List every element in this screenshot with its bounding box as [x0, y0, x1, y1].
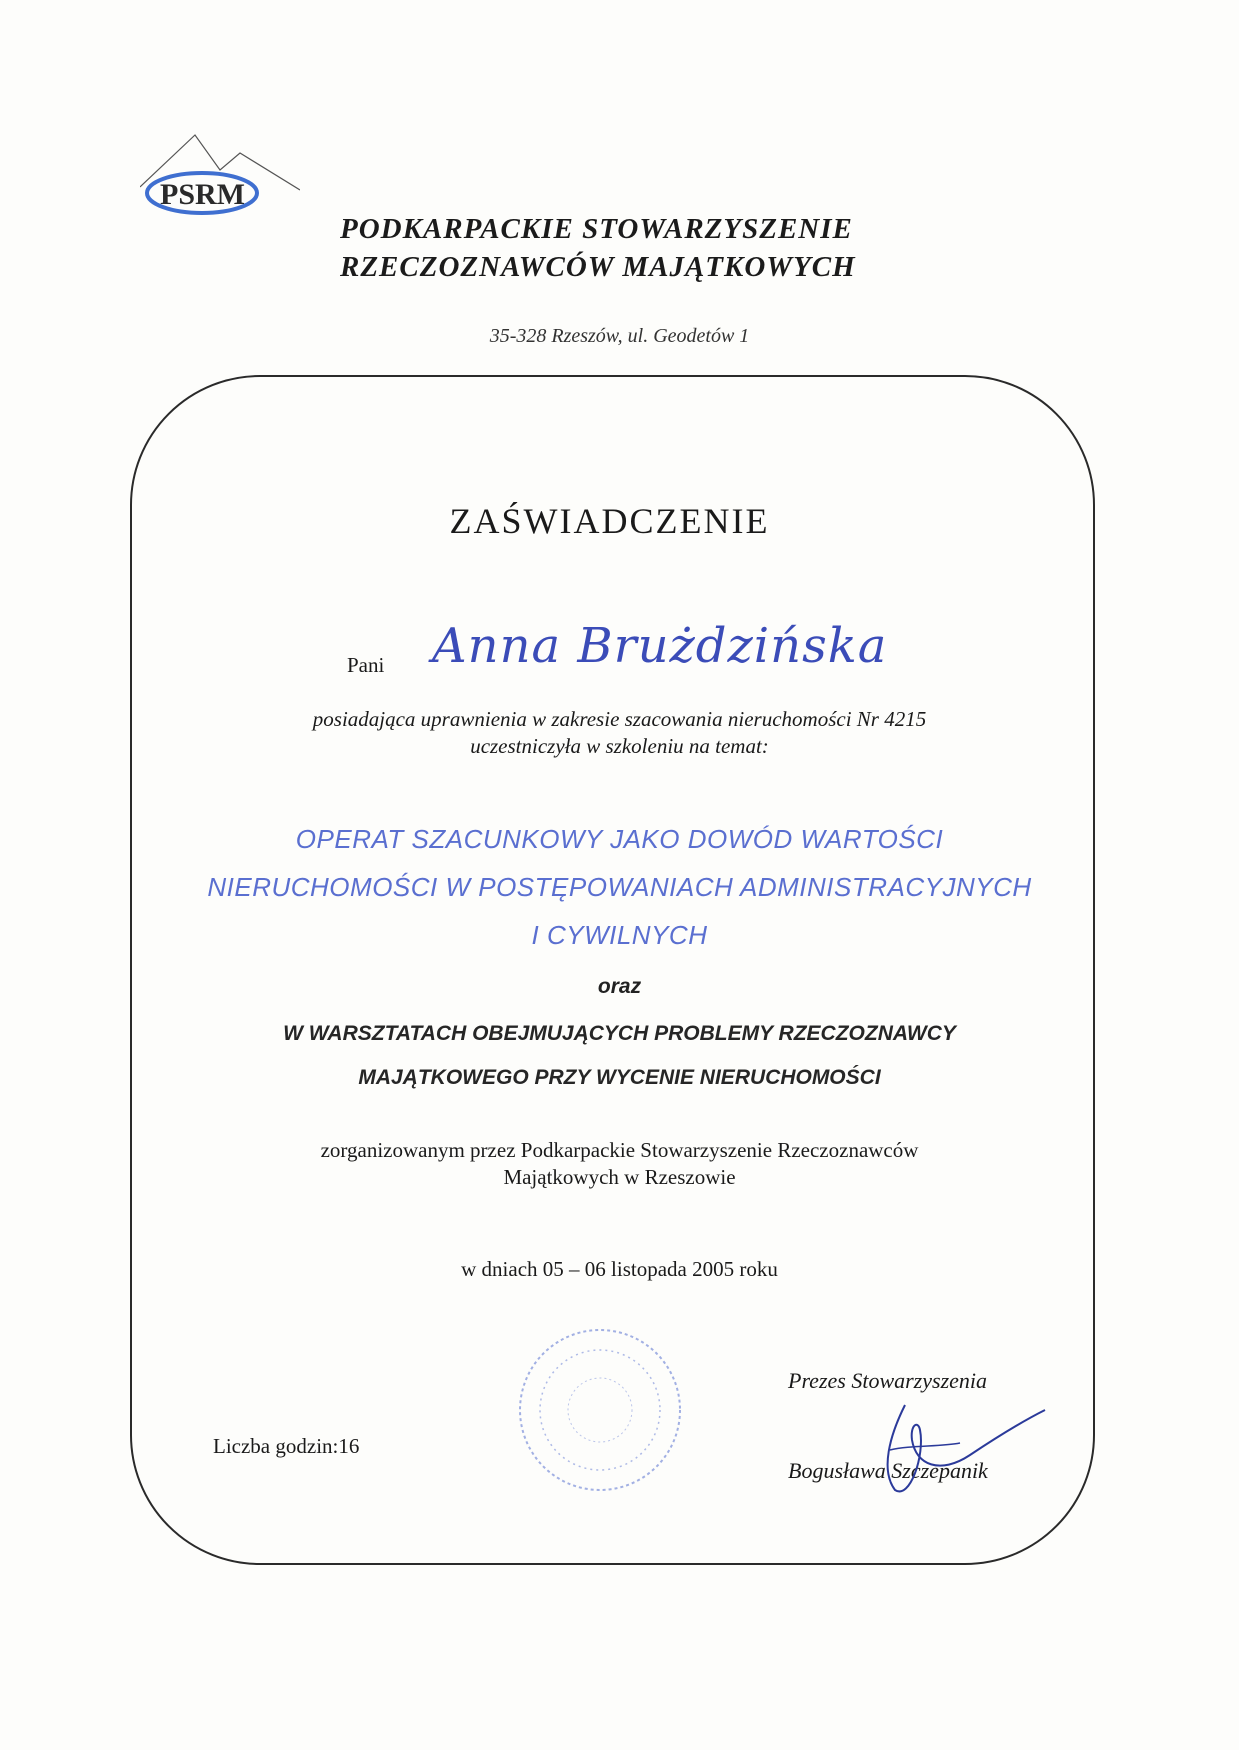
course-line: I CYWILNYCH — [531, 920, 708, 950]
organization-name-line2: RZECZOZNAWCÓW MAJĄTKOWYCH — [340, 251, 856, 283]
workshop-line: W WARSZTATACH OBEJMUJĄCYCH PROBLEMY RZECZOZNAWCY — [283, 1022, 956, 1045]
signature-icon — [850, 1395, 1050, 1505]
organization-name-line1: PODKARPACKIE STOWARZYSZENIE — [340, 213, 853, 245]
recipient-label: Pani — [347, 653, 385, 677]
course-line: NIERUCHOMOŚCI W POSTĘPOWANIACH ADMINISTRACYJNYCH — [207, 872, 1032, 902]
round-stamp-icon — [505, 1320, 695, 1500]
workshop-line: MAJĄTKOWEGO PRZY WYCENIE NIERUCHOMOŚCI — [358, 1066, 881, 1089]
conjunction: oraz — [597, 975, 642, 998]
organizer-block — [0, 1137, 1239, 1191]
training-dates: w dniach 05 – 06 listopada 2005 roku — [461, 1257, 778, 1281]
workshop-title — [0, 1012, 1239, 1100]
signatory-title: Prezes Stowarzyszenia — [788, 1368, 988, 1393]
organizer-line2: Majątkowych w Rzeszowie — [503, 1165, 736, 1189]
organization-name — [340, 210, 960, 286]
organization-address: 35-328 Rzeszów, ul. Geodetów 1 — [489, 325, 750, 347]
certificate-title: ZAŚWIADCZENIE — [449, 501, 770, 541]
recipient-name: Anna Brużdzińska — [432, 618, 888, 674]
qualification-line: posiadająca uprawnienia w zakresie szacowania nieruchomości Nr 4215 — [312, 707, 927, 731]
organizer-line1: zorganizowanym przez Podkarpackie Stowarzyszenie Rzeczoznawców — [320, 1138, 919, 1162]
logo-text: PSRM — [160, 178, 245, 211]
training-hours: Liczba godzin:16 — [213, 1434, 360, 1458]
qualification-block — [0, 706, 1239, 760]
course-title — [0, 815, 1239, 959]
course-line: OPERAT SZACUNKOWY JAKO DOWÓD WARTOŚCI — [295, 824, 944, 854]
signatory-name: Bogusława Szczepanik — [788, 1458, 988, 1483]
participation-line: uczestniczyła w szkoleniu na temat: — [470, 734, 769, 758]
